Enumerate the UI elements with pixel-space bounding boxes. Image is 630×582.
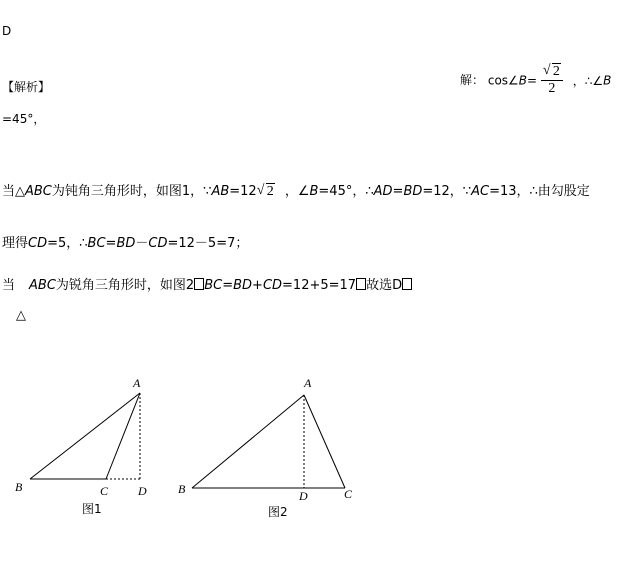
p1-ad: AD: [373, 184, 393, 199]
p1-text-4: =45°，∴: [318, 184, 374, 199]
p3-text-1: 当: [2, 278, 16, 293]
p2-bd: BD: [116, 236, 136, 251]
fig2-side-ab: [192, 395, 304, 488]
p1-bd: BD: [403, 184, 423, 199]
p2-text-3: =12－5=7；: [167, 236, 249, 251]
analysis-label: 【解析】: [2, 80, 51, 94]
fig2-label-c: C: [344, 487, 353, 501]
fig2-caption: 图2: [268, 505, 288, 519]
missing-glyph-box: [194, 278, 204, 290]
solution-prefix: 解：: [460, 73, 485, 87]
p3-bc: BC: [204, 278, 223, 293]
p1-text-5: =12，∵: [422, 184, 472, 199]
fig1-caption: 图1: [82, 502, 102, 516]
solution-eq: =: [527, 73, 538, 88]
solution-angle-b: B: [518, 73, 528, 88]
p1-text-2: 为钝角三角形时，如图1，∵: [51, 184, 212, 199]
p1-eq-12: =12: [229, 184, 257, 199]
p3-eq: =: [222, 278, 234, 293]
p1-ac: AC: [471, 184, 490, 199]
p2-text-2: =5，∴: [47, 236, 88, 251]
p2-bc: BC: [87, 236, 106, 251]
missing-glyph-box: [356, 278, 366, 290]
p2-text-1: 理得: [2, 236, 29, 251]
paragraph-pythagoras: [2, 232, 248, 251]
p1-b: B: [309, 184, 319, 199]
delta-symbol: △: [16, 308, 26, 323]
p3-text-2: 为锐角三角形时，如图2: [55, 278, 195, 293]
solution-therefore: ，∴∠: [572, 74, 604, 88]
fig2-label-b: B: [178, 482, 186, 496]
solution-cos: cos∠: [487, 73, 519, 88]
solution-line: [460, 64, 611, 97]
paragraph-acute-case: [2, 274, 412, 293]
p3-triangle-abc: ABC: [29, 278, 56, 293]
p1-triangle-abc: ABC: [25, 184, 52, 199]
sqrt-symbol: √ 2: [542, 63, 560, 79]
angle-result: =45°，: [2, 112, 46, 126]
fig1-label-b: B: [15, 480, 23, 494]
fig2-side-ac: [304, 395, 345, 488]
p3-plus: +: [252, 278, 263, 293]
p1-sqrt-2: √ 2: [256, 183, 274, 199]
p3-text-3: =12+5=17: [282, 278, 357, 293]
fig1-label-c: C: [100, 484, 109, 498]
fraction-denominator: 2: [541, 80, 563, 97]
cos-fraction: [541, 64, 563, 97]
paragraph-obtuse-case: [2, 180, 590, 200]
p1-sqrt-2-value: 2: [266, 184, 274, 199]
missing-glyph-box: [402, 278, 412, 290]
fig1-label-d: D: [138, 484, 147, 498]
solution-angle-b2: B: [603, 73, 612, 88]
p2-cd2: CD: [148, 236, 168, 251]
fig2-label-a: A: [304, 376, 312, 390]
p1-eq: =: [392, 184, 404, 199]
p3-cd: CD: [262, 278, 283, 293]
p1-text-1: 当△: [2, 184, 25, 199]
answer-text: D: [2, 24, 12, 38]
fig1-label-a: A: [133, 376, 141, 390]
p2-cd: CD: [28, 236, 48, 251]
p3-bd: BD: [233, 278, 253, 293]
p3-text-4: 故选D: [366, 278, 403, 293]
figure-1: [30, 393, 140, 479]
p1-text-3: ，∠: [284, 184, 310, 199]
p2-minus: －: [135, 236, 149, 251]
p2-eq: =: [105, 236, 117, 251]
fig2-label-d: D: [299, 489, 308, 503]
p1-text-6: =13，∴由勾股定: [489, 184, 590, 199]
fraction-numerator: 2: [552, 64, 560, 79]
p1-ab: AB: [211, 184, 230, 199]
figure-2: [192, 395, 345, 488]
